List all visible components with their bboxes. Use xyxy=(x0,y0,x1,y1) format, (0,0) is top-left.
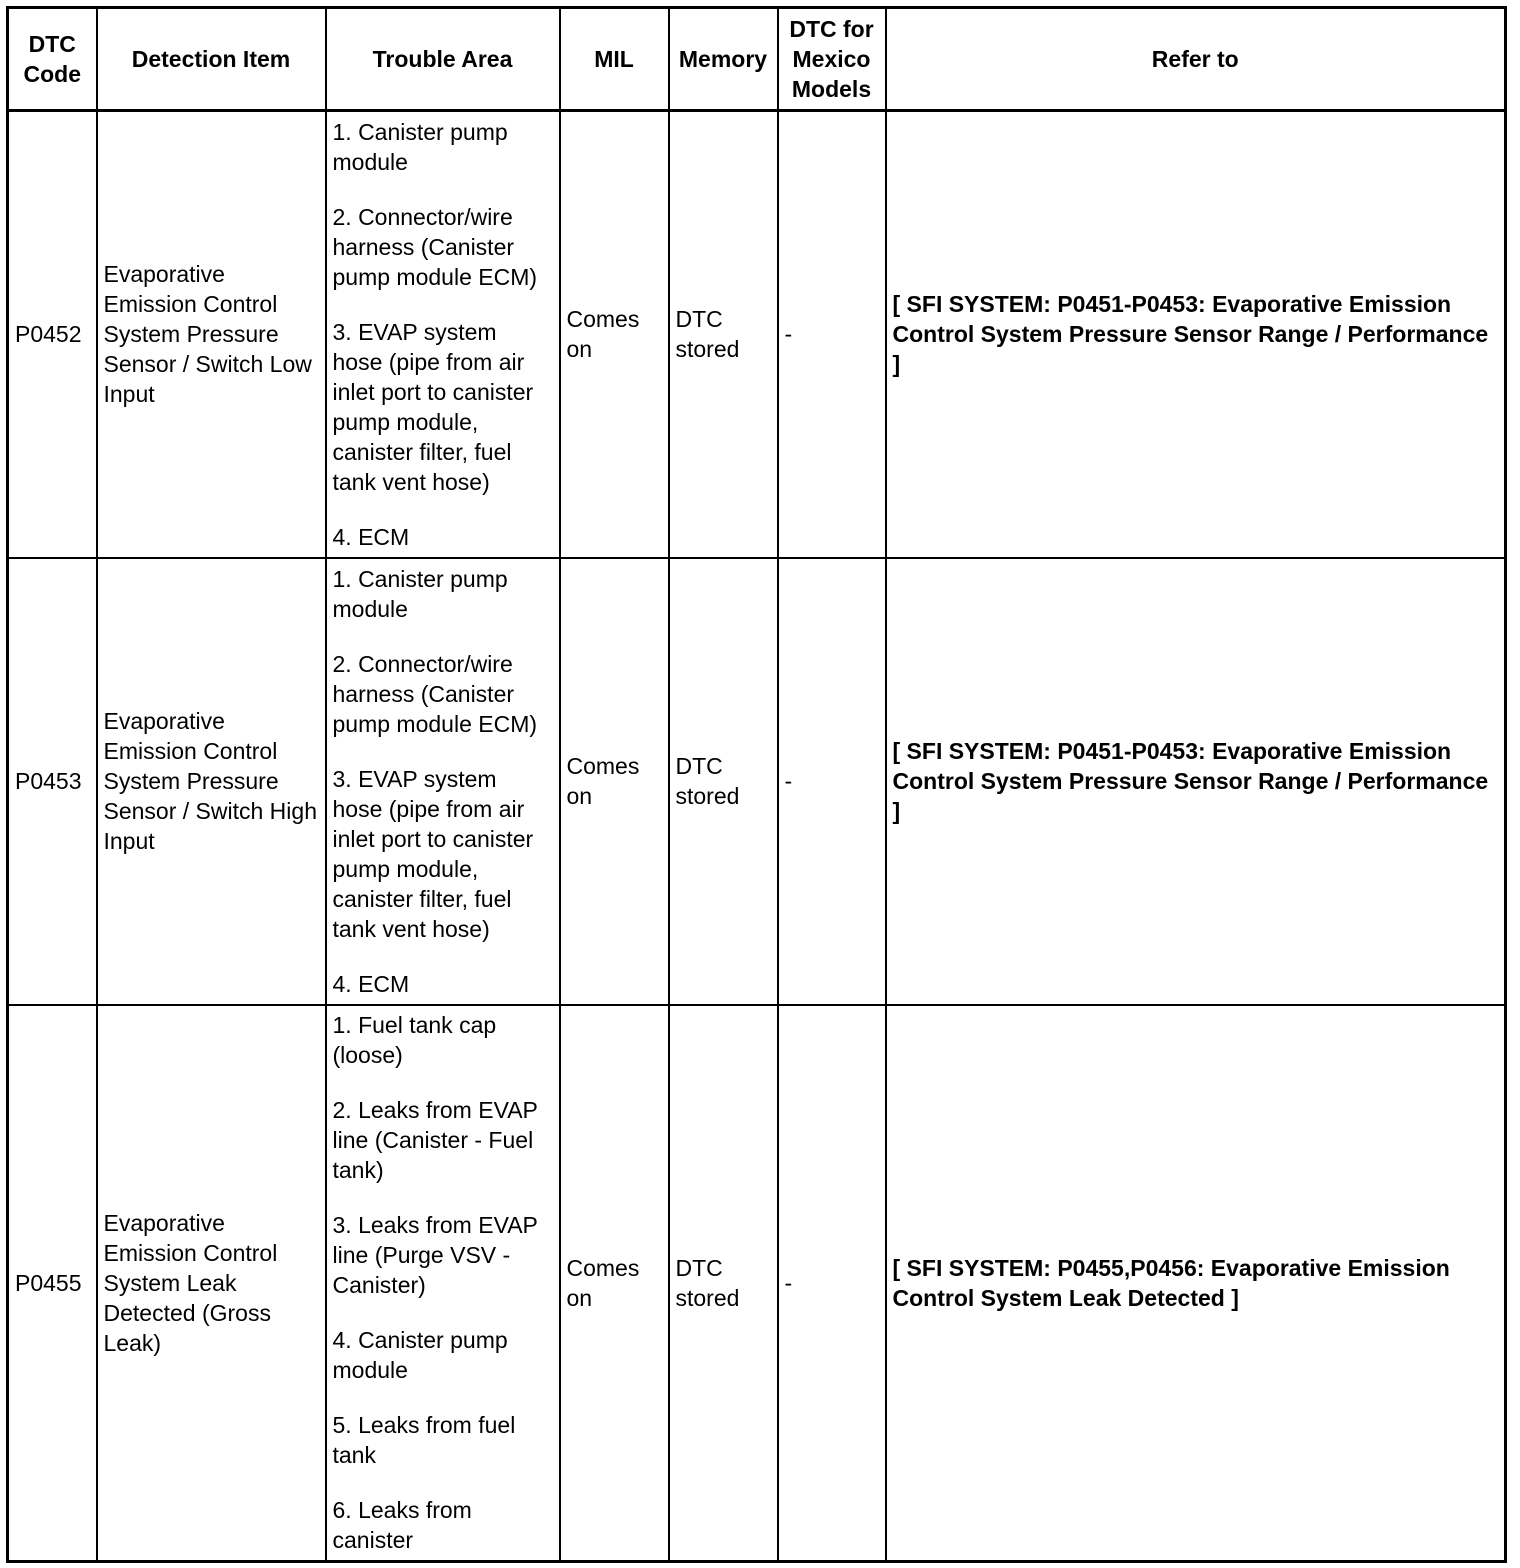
trouble-area-item: 2. Connector/wire harness (Canister pump module ECM) xyxy=(332,650,538,737)
trouble-area-item: 4. ECM xyxy=(332,970,410,997)
detection-item-cell: Evaporative Emission Control System Pressure Sensor / Switch Low Input xyxy=(97,111,326,558)
refer-to-link[interactable]: [ SFI SYSTEM: P0455,P0456: Evaporative Emission Control System Leak Detected ] xyxy=(886,1005,1506,1562)
trouble-area-item: 3. EVAP system hose (pipe from air inlet port to canister pump module, canister filter, fuel tank vent hose) xyxy=(332,765,534,942)
mil-cell: Comes on xyxy=(560,558,669,1005)
header-dtc-code: DTC Code xyxy=(8,8,97,111)
header-memory: Memory xyxy=(669,8,778,111)
trouble-area-item: 1. Canister pump module xyxy=(332,565,508,622)
trouble-area-item: 4. Canister pump module xyxy=(332,1327,508,1384)
header-refer-to: Refer to xyxy=(886,8,1506,111)
dtc-table xyxy=(6,6,1507,1563)
dtc-mexico-cell: - xyxy=(778,1005,886,1562)
header-dtc-mexico: DTC for Mexico Models xyxy=(778,8,886,111)
header-row xyxy=(8,8,1506,111)
table-row xyxy=(8,1005,1506,1562)
trouble-area-item: 6. Leaks from canister xyxy=(332,1497,472,1554)
header-mil: MIL xyxy=(560,8,669,111)
trouble-area-item: 1. Fuel tank cap (loose) xyxy=(332,1012,497,1069)
trouble-area-cell xyxy=(326,111,560,558)
detection-item-cell: Evaporative Emission Control System Leak Detected (Gross Leak) xyxy=(97,1005,326,1562)
header-detection-item: Detection Item xyxy=(97,8,326,111)
refer-to-link[interactable]: [ SFI SYSTEM: P0451-P0453: Evaporative Emission Control System Pressure Sensor Range / Performance ] xyxy=(886,111,1506,558)
dtc-mexico-cell: - xyxy=(778,111,886,558)
memory-cell: DTC stored xyxy=(669,1005,778,1562)
memory-cell: DTC stored xyxy=(669,111,778,558)
trouble-area-cell xyxy=(326,558,560,1005)
dtc-code-cell: P0453 xyxy=(8,558,97,1005)
trouble-area-list xyxy=(333,117,553,552)
trouble-area-item: 1. Canister pump module xyxy=(332,118,508,175)
trouble-area-cell xyxy=(326,1005,560,1562)
dtc-mexico-cell: - xyxy=(778,558,886,1005)
memory-cell: DTC stored xyxy=(669,558,778,1005)
dtc-code-cell: P0452 xyxy=(8,111,97,558)
refer-to-link[interactable]: [ SFI SYSTEM: P0451-P0453: Evaporative Emission Control System Pressure Sensor Range / Performance ] xyxy=(886,558,1506,1005)
trouble-area-item: 4. ECM xyxy=(332,523,410,550)
trouble-area-item: 2. Connector/wire harness (Canister pump module ECM) xyxy=(332,203,538,290)
mil-cell: Comes on xyxy=(560,1005,669,1562)
trouble-area-item: 5. Leaks from fuel tank xyxy=(332,1412,516,1469)
header-trouble-area: Trouble Area xyxy=(326,8,560,111)
mil-cell: Comes on xyxy=(560,111,669,558)
dtc-code-cell: P0455 xyxy=(8,1005,97,1562)
trouble-area-list xyxy=(333,564,553,999)
table-row xyxy=(8,558,1506,1005)
trouble-area-item: 3. EVAP system hose (pipe from air inlet port to canister pump module, canister filter, fuel tank vent hose) xyxy=(332,318,534,495)
detection-item-cell: Evaporative Emission Control System Pressure Sensor / Switch High Input xyxy=(97,558,326,1005)
table-row xyxy=(8,111,1506,558)
trouble-area-list xyxy=(333,1010,553,1555)
trouble-area-item: 3. Leaks from EVAP line (Purge VSV - Canister) xyxy=(332,1212,538,1299)
trouble-area-item: 2. Leaks from EVAP line (Canister - Fuel tank) xyxy=(332,1097,538,1184)
